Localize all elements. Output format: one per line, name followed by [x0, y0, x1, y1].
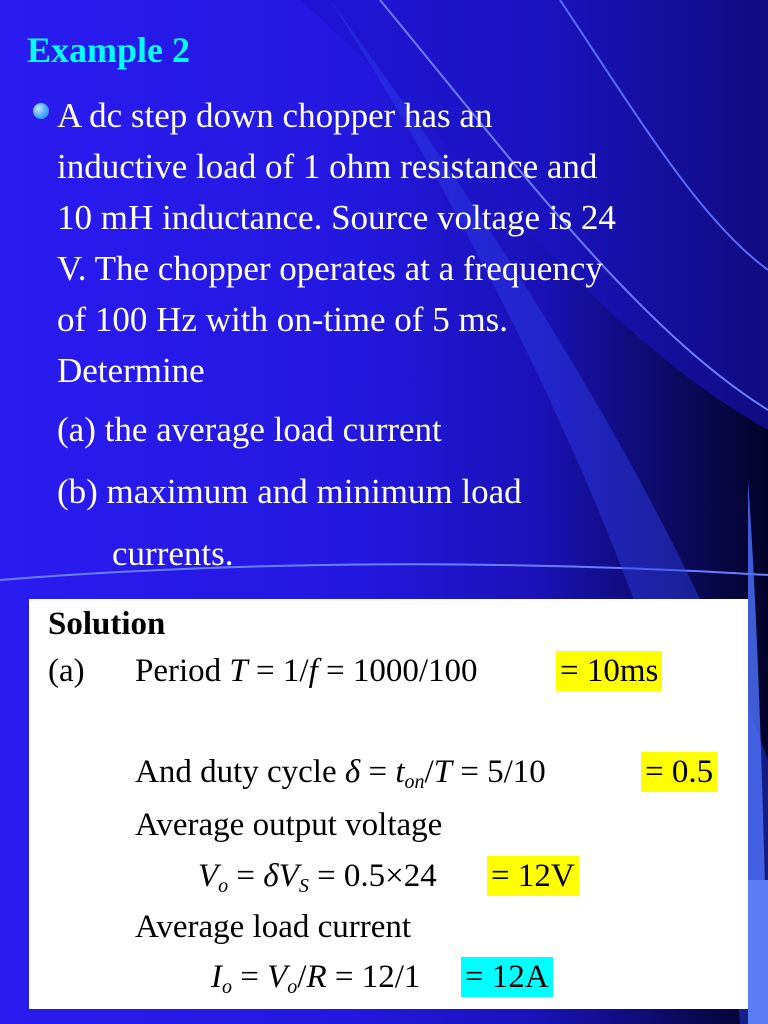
- bullet-icon: [33, 103, 49, 119]
- problem-line: V. The chopper operates at a frequency: [57, 249, 603, 288]
- slide-title: Example 2: [27, 30, 191, 70]
- output-voltage-result: = 12V: [487, 856, 579, 896]
- solution-panel: [29, 599, 748, 1009]
- duty-cycle-result: = 0.5: [641, 752, 717, 792]
- part-a: (a) the average load current: [57, 410, 442, 449]
- load-current-equation: $I_o = V_o/R = 12/1$: [211, 959, 421, 998]
- period-result: = 10ms: [556, 651, 662, 691]
- problem-statement: [57, 90, 757, 396]
- part-a-label: (a): [48, 653, 85, 689]
- problem-line: Determine: [57, 351, 205, 390]
- problem-line: 10 mH inductance. Source voltage is 24: [57, 198, 616, 237]
- problem-line: inductive load of 1 ohm resistance and: [57, 147, 598, 186]
- problem-line: of 100 Hz with on-time of 5 ms.: [57, 300, 509, 339]
- solution-heading: Solution: [48, 606, 166, 642]
- duty-cycle-equation: And duty cycle $\delta = t_{on}/T = 5/10$: [135, 754, 546, 793]
- output-voltage-equation: $V_o = \delta V_S = 0.5\times 24$: [198, 858, 437, 897]
- load-current-result: = 12A: [461, 957, 553, 997]
- problem-line: A dc step down chopper has an: [57, 96, 493, 135]
- part-b-line1: (b) maximum and minimum load: [57, 472, 522, 511]
- avg-output-voltage-label: Average output voltage: [135, 807, 443, 843]
- part-b-line2: currents.: [112, 534, 234, 573]
- period-equation: Period T = 1/f = 1000/100: [135, 653, 478, 689]
- avg-load-current-label: Average load current: [135, 909, 412, 945]
